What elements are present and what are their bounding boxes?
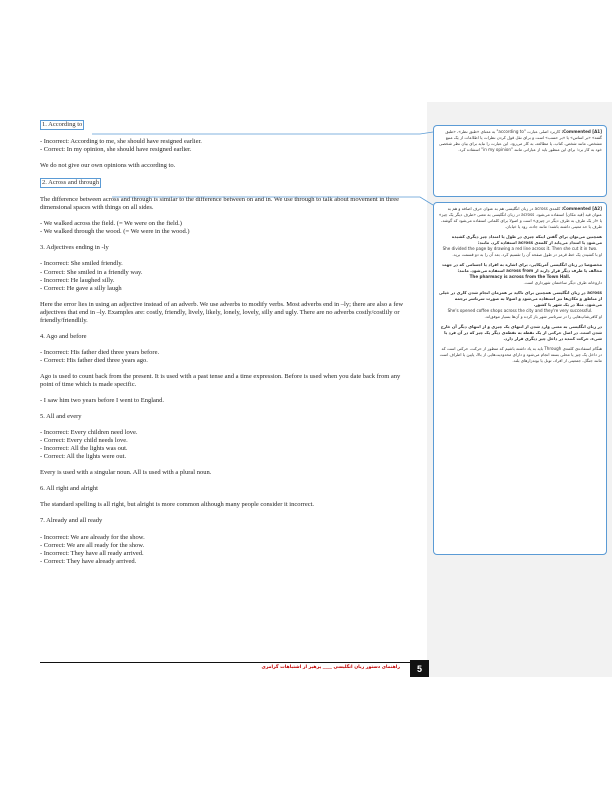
example-line: - Correct: All the lights were out. <box>40 453 127 461</box>
page-number: 5 <box>410 660 429 677</box>
example-line: - We walked through the wood. (= We were in the wood.) <box>40 228 190 236</box>
section-heading[interactable] <box>40 120 410 130</box>
example-line: - Incorrect: We are already for the show. <box>40 533 145 541</box>
example-line: - Incorrect: Every children need love. <box>40 429 138 437</box>
explanation-paragraph: The difference between across and through is similar to the difference between on and in. We use through to talk about movement in three dimensional spaces with things on all sides. <box>40 196 400 212</box>
comment-example-translation: داروخانه طرف دیگر ساختمان شهرداری است. <box>523 280 602 285</box>
comment-text: مخصوصا در زبان انگلیسی آمریکایی، برای اشاره به افراد یا اجسامی که در جهت مخالف یا طرف دیگر قرار دارند از across from استفاده می‌شود. مانند: <box>442 262 602 273</box>
comment-label: Commented [A2]: <box>561 206 602 211</box>
footer-divider <box>40 662 410 663</box>
comment-anchor-a2[interactable]: 2. Across and through <box>40 178 101 188</box>
section-heading: 4. Ago and before <box>40 332 87 340</box>
comment-label: Commented [A1]: <box>561 129 602 134</box>
section-heading: 6. All right and alright <box>40 485 98 493</box>
example-line: - Incorrect: According to me, she should have resigned earlier. <box>40 138 202 146</box>
comment-text: across در زبان انگلیسی همچنین برای تاکید بر همزمان انجام شدن کاری در خیلی از مناطق و مکان‌ها نیز استفاده می‌شود و اصولا به صورت سرتاسر ترجمه می‌شود. مثلا در یک شهر یا کشور. <box>438 290 602 307</box>
example-line: - Correct: He gave a silly laugh <box>40 284 122 292</box>
example-line: - Correct: She smiled in a friendly way. <box>40 268 143 276</box>
comment-a2[interactable] <box>433 202 607 555</box>
comment-anchor-a1[interactable]: 1. According to <box>40 120 84 130</box>
footer-title: راهنمای دستور زبان انگلیسی ____ پرهیز از اشتباهات گرامری <box>261 665 400 670</box>
comment-text: هنگام استفاده‌ی کلمه‌ی Through باید به یاد داشته باشیم که منظور از حرکت، حرکتی است که در داخل یک چیز یا محلی بسته انجام می‌شود و دارای محدودیت‌هایی از بالا، پایین یا اطراف است مانند جنگل، جمعیتی از افراد، تونل یا بوته‌زارهای بلند. <box>439 346 602 363</box>
section-heading[interactable] <box>40 178 410 188</box>
example-line: - Correct: We are all ready for the show. <box>40 541 145 549</box>
explanation-paragraph: The standard spelling is all right, but alright is more common although many people consider it incorrect. <box>40 501 315 509</box>
section-heading: 5. All and every <box>40 413 82 421</box>
comment-example: The pharmacy is across from the Town Hall. <box>469 274 571 279</box>
example-line: - Correct: His father died three years ago. <box>40 356 148 364</box>
explanation-note: Every is used with a singular noun. All is used with a plural noun. <box>40 469 212 477</box>
example-line: - We walked across the field. (= We were on the field.) <box>40 220 182 228</box>
document-body <box>40 120 410 566</box>
example-line: - Incorrect: His father died three years before. <box>40 348 160 356</box>
comment-text: کاربرد اصلی عبارت "according to" به معنای «طبق نظر»، «طبق گفته» «بر اساس» یا «بر حسب» است و برای نقل قول کردن نظرات یا اطلاعات از یک منبع مشخص، مانند شخص، کتاب، یا مطالعه، به کار می‌رود. این عبارت را نباید برای بیان نظر شخصی خود به کار برد؛ برای این منظور باید از عباراتی مانند "in my opinion" استفاده کرد. <box>438 129 602 152</box>
comment-text: همچنین می‌توان برای گفتن اینکه چیزی در طول یا امتداد چیز دیگری کشیده می‌شود یا امتداد می‌یابد از کلمه‌ی across استفاده کرد. مانند: <box>451 234 602 245</box>
comment-example: She divided the page by drawing a red line across it. Then she cut it in two. <box>442 246 598 251</box>
section-heading: 7. Already and all ready <box>40 517 103 525</box>
explanation-paragraph: Ago is used to count back from the present. It is used with a past tense and a time expression. Before is used when you date back from any point of time which is made specific. <box>40 372 401 388</box>
comment-example-translation: او با کشیدن یک خط قرمز در طول صفحه آن را تقسیم کرد. بعد آن را به دو قسمت برید. <box>452 252 602 257</box>
explanation-note: We do not give our own opinions with according to. <box>40 162 176 170</box>
example-line: - Correct: In my opinion, she should have resigned earlier. <box>40 146 192 154</box>
comment-example: She's opened coffee shops across the city and they're very successful. <box>447 308 593 313</box>
section-heading: 3. Adjectives ending in -ly <box>40 244 109 252</box>
example-line: - I saw him two years before I went to England. <box>40 397 165 405</box>
example-line: - Incorrect: All the lights was out. <box>40 445 128 453</box>
example-line: - Correct: They have already arrived. <box>40 557 137 565</box>
comment-text: کلمه‌ی across در زبان انگلیسی هم به عنوان حرف اضافه و هم به عنوان قید (قید مکان) استفاده می‌شود. across در زبان انگلیسی به معنی «طرف دیگر یک چیز» یا «از یک طرف به طرف دیگر در چیزی» است و اصولا برای کلماتی استفاده می‌شود که گوشه، طرف یا حد معینی داشته باشند؛ مانند جاده، رود یا خیابان. <box>438 206 602 229</box>
comment-text: در زبان انگلیسی به معنی وارد شدن از انتهای یک چیزی و از انتهای دیگر آن خارج شدن است. در اصل حرکتی از یک نقطه به نقطه‌ی دیگر یک چیز که در آن فرد یا شیء، حرکت کننده در داخل چیز دیگری قرار دارد. <box>440 324 602 341</box>
example-line: - Incorrect: They have all ready arrived. <box>40 549 144 557</box>
explanation-paragraph: Here the error lies in using an adjective instead of an adverb. We use adverbs to modify verbs. Most adverbs end in –ly; there are also a few adjectives that end in –ly. Examples are: costly, friendly, lively, likely, lonely, lovely, silly and ugly. There are no adverbs costly/costlily or friendly/friendlily. <box>40 300 404 324</box>
example-line: - Incorrect: He laughed silly. <box>40 276 115 284</box>
example-line: - Incorrect: She smiled friendly. <box>40 260 123 268</box>
example-line: - Correct: Every child needs love. <box>40 437 128 445</box>
comment-a1[interactable] <box>433 125 607 197</box>
comment-example-translation: او کافی‌شاپ‌هایی را در سرتاسر شهر باز کرده و آن‌ها بسیار موفق‌اند. <box>484 314 602 319</box>
